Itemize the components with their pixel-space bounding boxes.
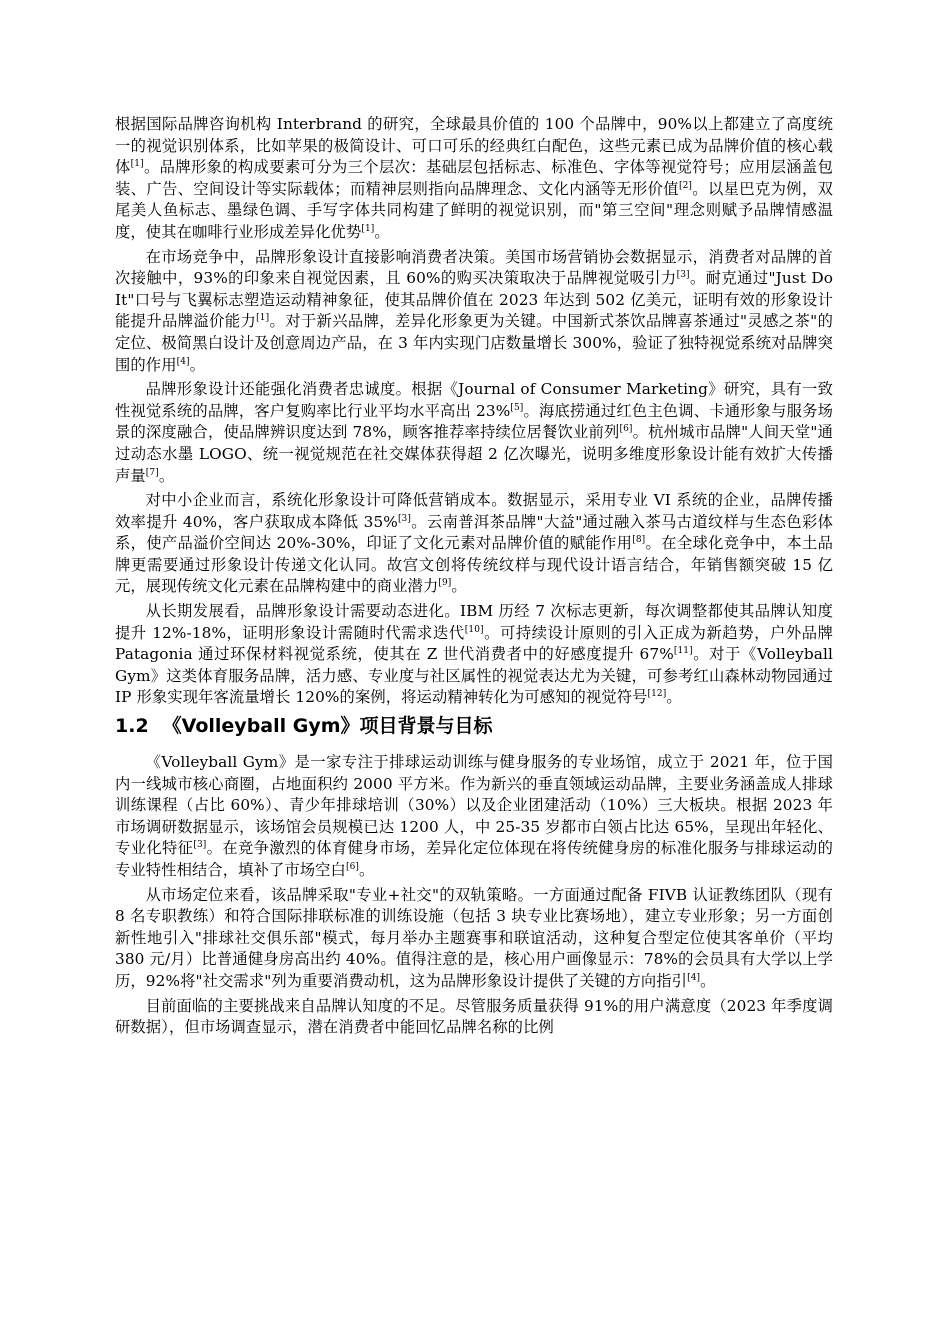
paragraph [115, 752, 833, 882]
citation-ref: [9] [438, 578, 452, 589]
citation-ref: [1] [130, 159, 144, 170]
paragraph-text: 从市场定位来看，该品牌采取"专业+社交"的双轨策略。一方面通过配备 FIVB 认证教练团队（现有 8 名专职教练）和符合国际排联标准的训练设施（包括 3 块专业比赛场地），建立专业形象；另一方面创新性地引入"排球社交俱乐部"模式，每月举办主题赛事和联谊活动，这种复合型定位使其客单价（平均 380 元/月）比普通健身房高出约 40%。值得注意的是，核心用户画像显示：78%的会员具有大学以上学历，92%将"社交需求"列为重要消费动机，这为品牌形象设计提供了关键的方向指引 [115, 885, 833, 990]
section-title: 《Volleyball Gym》项目背景与目标 [162, 715, 493, 738]
paragraph-text: 。云南普洱茶品牌"大益"通过融入茶马古道纹样与生态色彩体系，使产品溢价空间达 20%-30%，印证了文化元素对品牌价值的赋能作用 [115, 512, 834, 553]
paragraph-text: 。品牌形象的构成要素可分为三个层次：基础层包括标志、标准色、字体等视觉符号；应用层涵盖包装、广告、空间设计等实际载体；而精神层则指向品牌理念、文化内涵等无形价值 [115, 158, 833, 198]
paragraph-text: 目前面临的主要挑战来自品牌认知度的不足。尽管服务质量获得 91%的用户满意度（2023 年季度调研数据），但市场调查显示，潜在消费者中能回忆品牌名称的比例 [115, 996, 833, 1037]
citation-ref: [3] [397, 513, 411, 524]
paragraph-text: 。以星巴克为例，双尾美人鱼标志、墨绿色调、手写字体共同构建了鲜明的视觉识别，而"第三空间"理念则赋予品牌情感温度，使其在咖啡行业形成差异化优势 [115, 179, 834, 241]
paragraph-text: 。 [359, 861, 375, 879]
citation-ref: [5] [510, 402, 524, 413]
paragraph-text: 。 [374, 222, 390, 241]
section-1-2-body [115, 752, 833, 1039]
citation-ref: [10] [464, 624, 484, 635]
section-1-1-body [115, 114, 833, 709]
paragraph [115, 996, 833, 1039]
paragraph [115, 114, 833, 244]
citation-ref: [4] [687, 972, 701, 983]
paragraph-text: 。对于新兴品牌，差异化形象更为关键。中国新式茶饮品牌喜茶通过"灵感之茶"的定位、极简黑白设计及创意周边产品，在 3 年内实现门店数量增长 300%，验证了独特视觉系统对品牌突围的作用 [115, 312, 833, 374]
paragraph-text: 根据国际品牌咨询机构 Interbrand 的研究，全球最具价值的 100 个品牌中，90%以上都建立了高度统一的视觉识别体系，比如苹果的极简设计、可口可乐的经典红白配色，这些元素已成为品牌价值的核心载体 [115, 115, 833, 177]
citation-ref: [3] [193, 840, 207, 851]
section-heading [115, 712, 833, 740]
paragraph-text: 。在全球化竞争中，本土品牌更需要通过形象设计传递文化认同。故宫文创将传统纹样与现代设计语言结合，年销售额突破 15 亿元，展现传统文化元素在品牌构建中的商业潜力 [115, 534, 833, 596]
paragraph [115, 601, 833, 709]
paragraph-text: 对中小企业而言，系统化形象设计可降低营销成本。数据显示，采用专业 VI 系统的企业，品牌传播效率提升 40%，客户获取成本降低 35% [115, 491, 833, 531]
paragraph [115, 490, 833, 598]
citation-ref: [12] [647, 689, 667, 700]
citation-ref: [7] [145, 467, 159, 478]
paragraph-text: 品牌形象设计还能强化消费者忠诚度。根据《Journal of Consumer Marketing》研究，具有一致性视觉系统的品牌，客户复购率比行业平均水平高出 23% [115, 380, 833, 420]
citation-ref: [1] [256, 313, 270, 324]
citation-ref: [2] [678, 180, 693, 191]
paragraph-text: 。 [158, 466, 175, 485]
paragraph-text: 。 [189, 355, 206, 374]
paragraph-text: 。 [700, 971, 716, 990]
citation-ref: [6] [619, 424, 633, 435]
citation-ref: [1] [361, 223, 375, 234]
paragraph-text: 。可持续设计原则的引入正成为新趋势，户外品牌 Patagonia 通过环保材料视觉系统，使其在 Z 世代消费者中的好感度提升 67% [115, 623, 833, 664]
paragraph-text: 。杭州城市品牌"人间天堂"通过动态水墨 LOGO、统一视觉规范在社交媒体获得超 2 亿次曝光，说明多维度形象设计能有效扩大传播声量 [115, 423, 833, 485]
citation-ref: [4] [176, 356, 190, 367]
section-number: 1.2 [115, 715, 149, 738]
paragraph-text: 。对于《Volleyball Gym》这类体育服务品牌，活力感、专业度与社区属性的视觉表达尤为关键，可参考红山森林动物园通过 IP 形象实现年客流量增长 120%的案例，将运动精神转化为可感知的视觉符号 [115, 645, 833, 707]
paragraph-text: 。 [666, 688, 682, 707]
paragraph-text: 。海底捞通过红色主色调、卡通形象与服务场景的深度融合，使品牌辨识度达到 78%，顾客推荐率持续位居餐饮业前列 [115, 401, 833, 442]
paragraph-text: 。耐克通过"Just Do It"口号与飞翼标志塑造运动精神象征，使其品牌价值在 2023 年达到 502 亿美元，证明有效的形象设计能提升品牌溢价能力 [115, 269, 834, 331]
citation-ref: [6] [345, 861, 360, 872]
citation-ref: [3] [676, 270, 690, 281]
paragraph-text: 。在竞争激烈的体育健身市场，差异化定位体现在将传统健身房的标准化服务与排球运动的专业特性相结合，填补了市场空白 [115, 839, 833, 879]
paragraph [115, 247, 833, 377]
paragraph-text: 在市场竞争中，品牌形象设计直接影响消费者决策。美国市场营销协会数据显示，消费者对品牌的首次接触中，93%的印象来自视觉因素，且 60%的购买决策取决于品牌视觉吸引力 [115, 247, 833, 288]
paragraph [115, 379, 833, 487]
paragraph-text: 从长期发展看，品牌形象设计需要动态进化。IBM 历经 7 次标志更新，每次调整都使其品牌认知度提升 12%-18%，证明形象设计需随时代需求迭代 [115, 602, 833, 642]
paragraph-text: 《Volleyball Gym》是一家专注于排球运动训练与健身服务的专业场馆，成立于 2021 年，位于国内一线城市核心商圈，占地面积约 2000 平方米。作为新兴的垂直领域运动品牌，主要业务涵盖成人排球训练课程（占比 60%）、青少年排球培训（30%）以及企业团建活动（10%）三大板块。根据 2023 年市场调研数据显示，该场馆会员规模已达 1200 人，中 25-35 岁都市白领占比达 65%，呈现出年轻化、专业化特征 [115, 753, 833, 858]
document-page [115, 114, 833, 1042]
citation-ref: [8] [632, 535, 646, 546]
citation-ref: [11] [673, 646, 693, 657]
paragraph-text: 。 [451, 577, 467, 596]
paragraph [115, 885, 833, 993]
